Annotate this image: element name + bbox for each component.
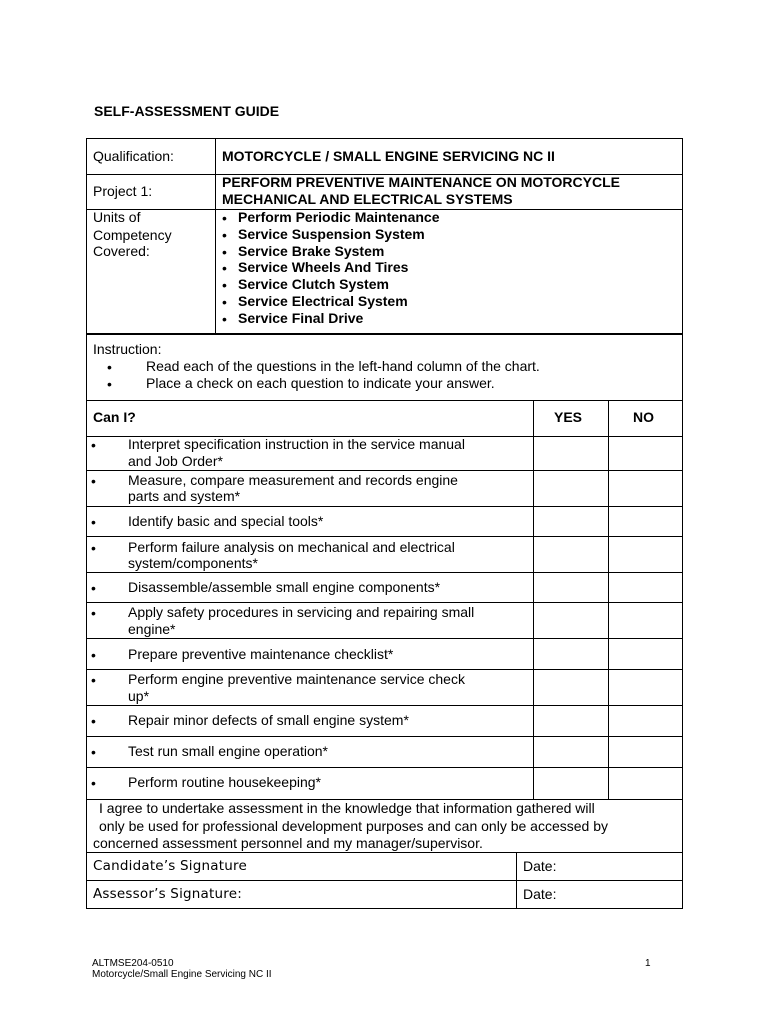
unit-item: Perform Periodic Maintenance xyxy=(238,209,440,225)
unit-item: Service Electrical System xyxy=(238,293,408,309)
question-line: engine* xyxy=(128,621,176,637)
question-line: Identify basic and special tools* xyxy=(128,513,324,529)
no-checkbox[interactable] xyxy=(609,437,682,470)
document-subtitle: Motorcycle/Small Engine Servicing NC II xyxy=(92,969,272,980)
assessor-date-label: Date: xyxy=(523,886,557,902)
page-number: 1 xyxy=(645,958,651,969)
agreement-line: I agree to undertake assessment in the knowledge that information gathered will xyxy=(99,800,595,816)
candidate-signature-field[interactable] xyxy=(260,853,510,879)
instruction-label: Instruction: xyxy=(93,341,162,357)
unit-item: Service Brake System xyxy=(238,243,385,259)
unit-item: Service Suspension System xyxy=(238,226,425,242)
units-label-line3: Covered: xyxy=(93,243,150,259)
project-value-line2: MECHANICAL AND ELECTRICAL SYSTEMS xyxy=(222,191,513,207)
unit-item: Service Wheels And Tires xyxy=(238,259,409,275)
question-line: Test run small engine operation* xyxy=(128,743,329,759)
assessor-signature-field[interactable] xyxy=(260,881,510,908)
yes-checkbox[interactable] xyxy=(534,437,607,470)
candidate-signature-label: Candidate’s Signature xyxy=(93,858,247,874)
page-title: SELF-ASSESSMENT GUIDE xyxy=(94,103,280,119)
candidate-date-label: Date: xyxy=(523,858,557,874)
yes-header: YES xyxy=(554,409,583,425)
question-line: Perform failure analysis on mechanical and electrical xyxy=(128,539,455,555)
document-code: ALTMSE204-0510 xyxy=(92,958,174,969)
question-line: parts and system* xyxy=(128,488,241,504)
unit-item: Service Clutch System xyxy=(238,276,389,292)
qualification-label: Qualification: xyxy=(93,148,174,164)
no-header: NO xyxy=(633,409,654,425)
assessor-signature-label: Assessor’s Signature: xyxy=(93,886,242,902)
can-i-header: Can I? xyxy=(93,409,136,425)
instruction-item: Read each of the questions in the left-hand column of the chart. xyxy=(146,358,540,374)
question-line: up* xyxy=(128,688,150,704)
qualification-value: MOTORCYCLE / SMALL ENGINE SERVICING NC II xyxy=(222,148,555,164)
question-line: Interpret specification instruction in the service manual xyxy=(128,436,465,452)
agreement-line: concerned assessment personnel and my manager/supervisor. xyxy=(93,835,483,851)
question-line: Repair minor defects of small engine system* xyxy=(128,712,409,728)
question-line: Apply safety procedures in servicing and repairing small xyxy=(128,604,475,620)
candidate-date-field[interactable] xyxy=(562,853,680,879)
project-value-line1: PERFORM PREVENTIVE MAINTENANCE ON MOTORCYCLE xyxy=(222,174,620,190)
question-line: Measure, compare measurement and records engine xyxy=(128,472,458,488)
instruction-item: Place a check on each question to indicate your answer. xyxy=(146,375,495,391)
question-line: system/components* xyxy=(128,555,258,571)
unit-item: Service Final Drive xyxy=(238,310,364,326)
question-line: and Job Order* xyxy=(128,453,223,469)
project-label: Project 1: xyxy=(93,183,153,199)
units-label-line2: Competency xyxy=(93,227,172,243)
question-line: Prepare preventive maintenance checklist* xyxy=(128,646,394,662)
assessor-date-field[interactable] xyxy=(562,881,680,908)
units-label-line1: Units of xyxy=(93,209,141,225)
question-line: Disassemble/assemble small engine components* xyxy=(128,579,441,595)
question-line: Perform engine preventive maintenance service check xyxy=(128,671,465,687)
agreement-line: only be used for professional development purposes and can only be accessed by xyxy=(99,818,608,834)
question-line: Perform routine housekeeping* xyxy=(128,774,322,790)
